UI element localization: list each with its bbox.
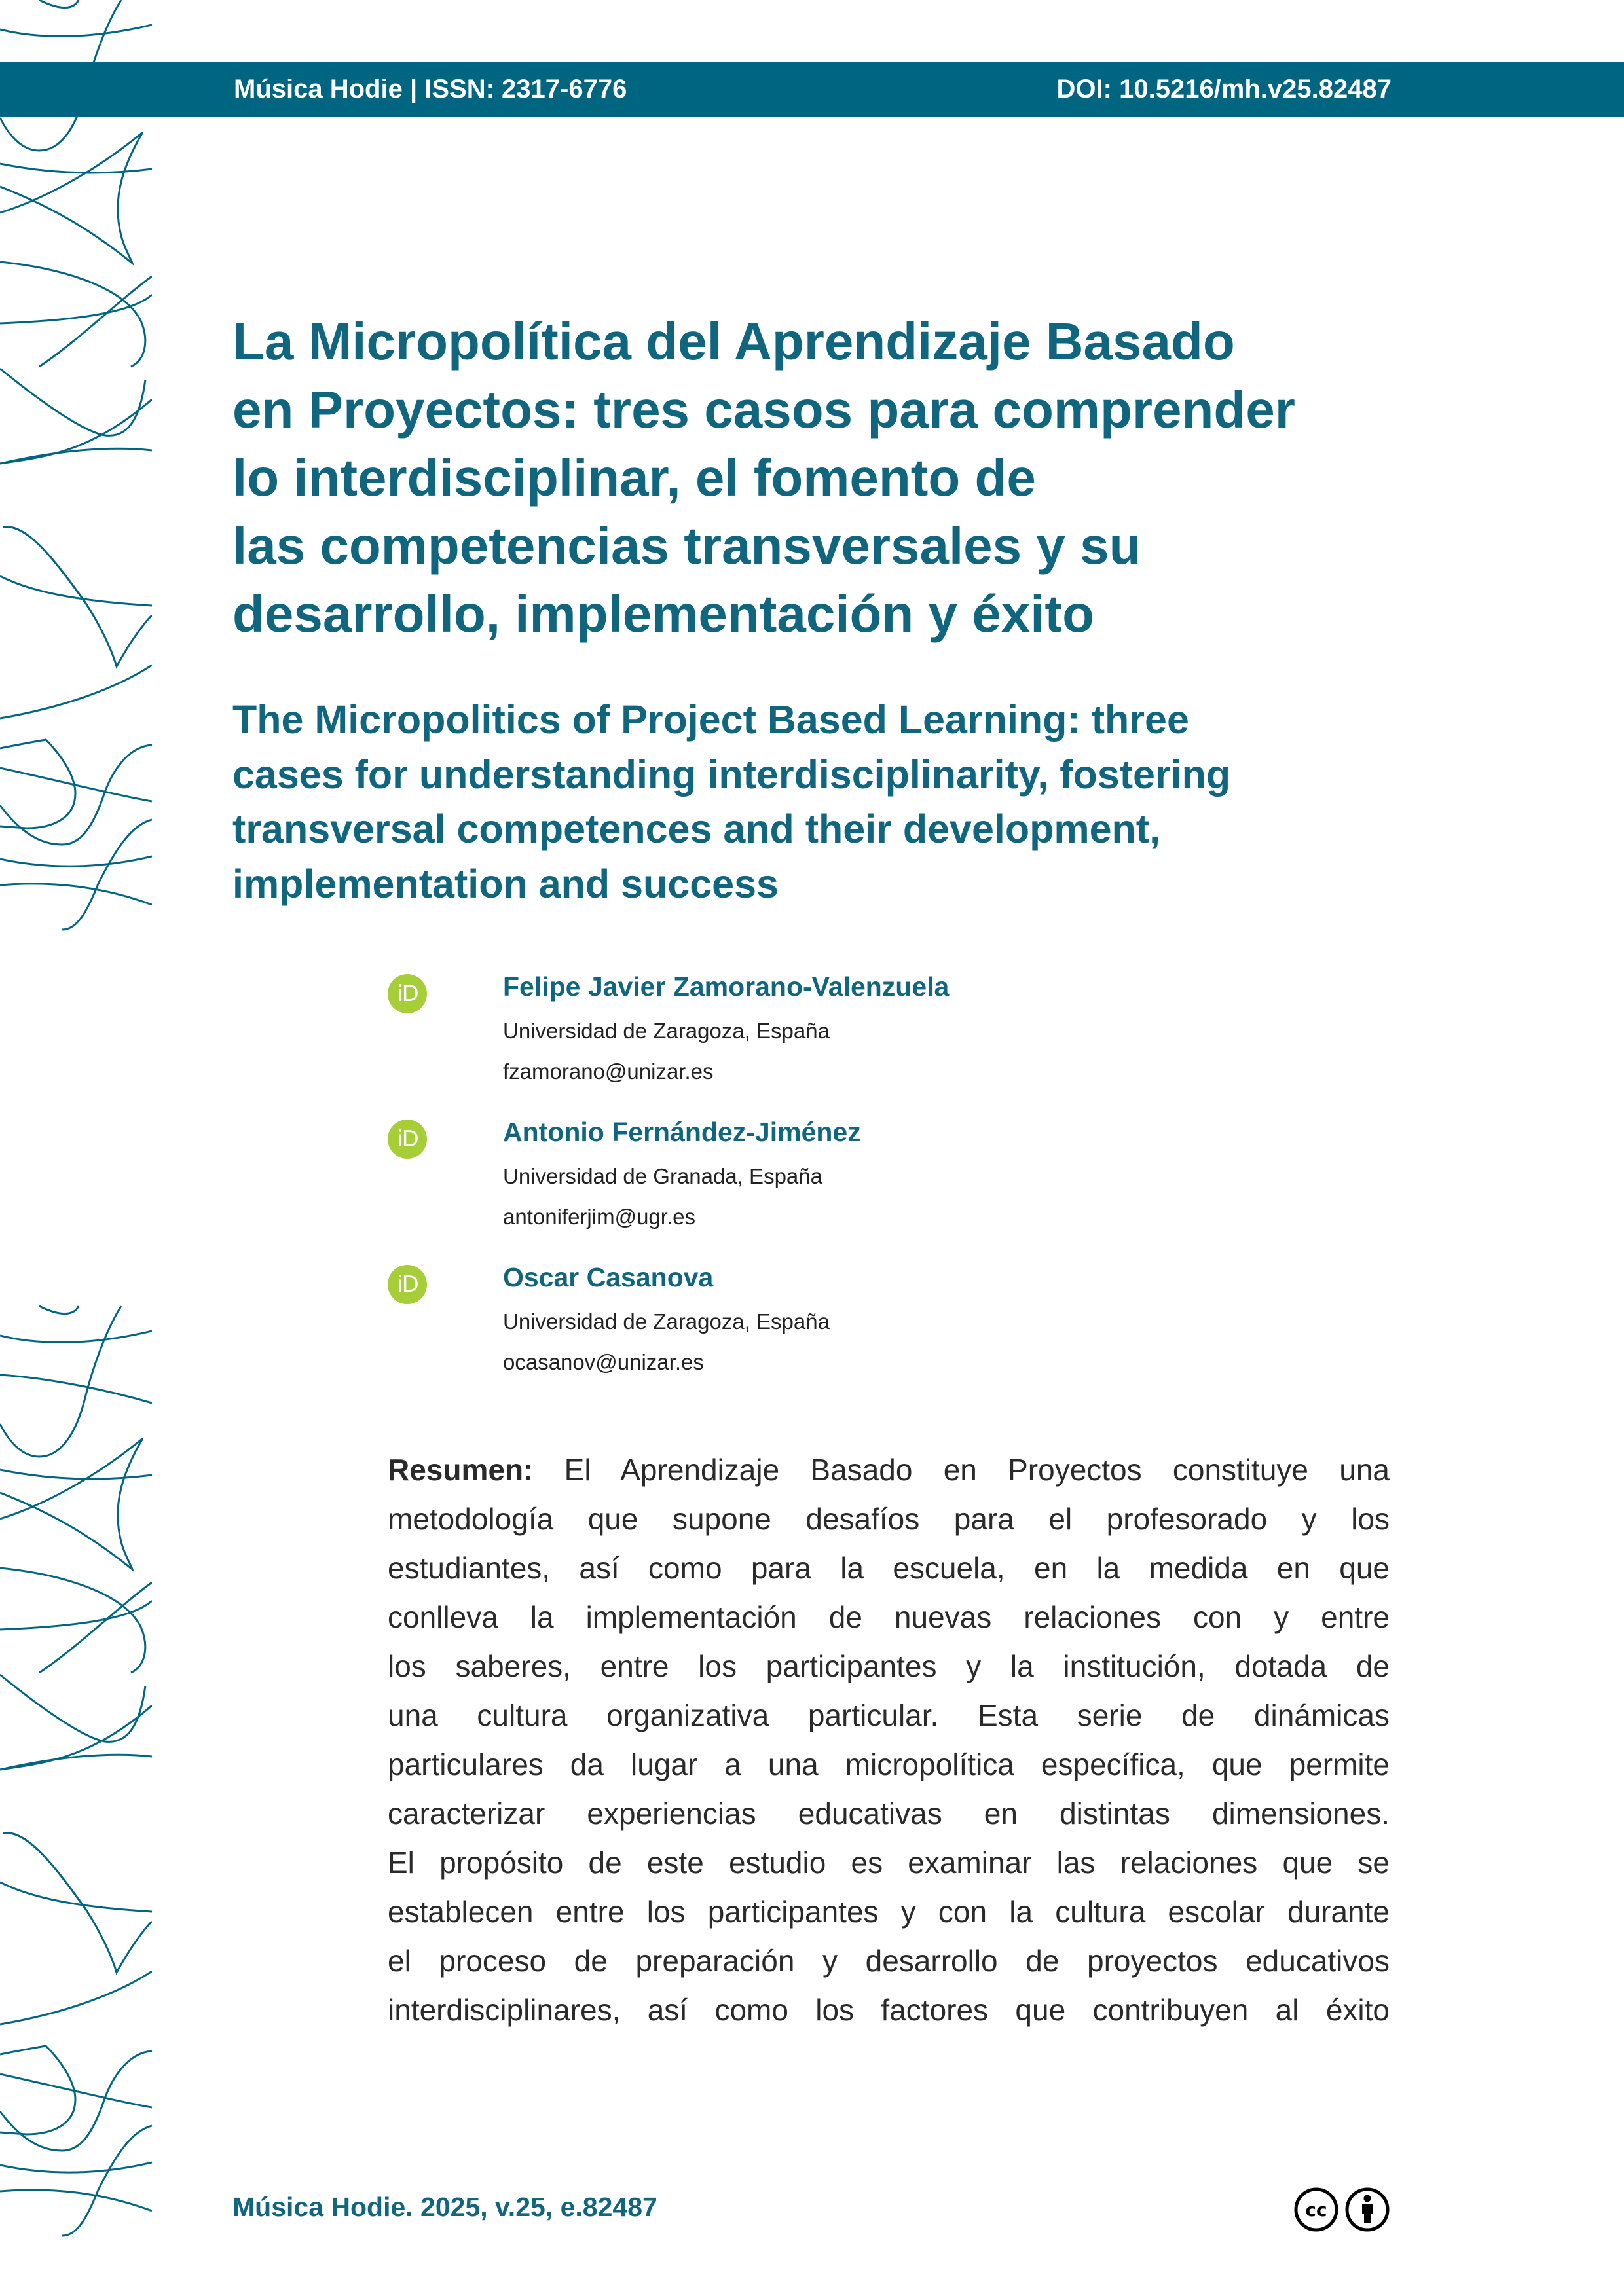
abstract-label: Resumen:: [388, 1453, 534, 1487]
abstract-line: el proceso de preparación y desarrollo de proyectos educativos: [388, 1944, 1390, 1978]
journal-issn: Música Hodie | ISSN: 2317-6776: [234, 75, 627, 103]
abstract-line: una cultura organizativa particular. Esta serie de dinámicas: [388, 1698, 1390, 1732]
abstract-line: metodología que supone desafíos para el profesorado y los: [388, 1502, 1390, 1536]
subtitle-line: The Micropolitics of Project Based Learning: three: [232, 697, 1189, 742]
subtitle-line: transversal competences and their development,: [232, 807, 1161, 851]
authors-list: [388, 968, 1304, 1404]
doi-link[interactable]: DOI: 10.5216/mh.v25.82487: [1056, 75, 1392, 103]
abstract-line: establecen entre los participantes y con la cultura escolar durante: [388, 1895, 1390, 1929]
by-attribution-icon: [1344, 2187, 1390, 2232]
author-name: Antonio Fernández-Jiménez: [503, 1117, 861, 1147]
abstract-line: conlleva la implementación de nuevas relaciones con y entre: [388, 1600, 1390, 1634]
license-icons[interactable]: [1293, 2187, 1390, 2234]
subtitle-line: cases for understanding interdisciplinarity, fostering: [232, 752, 1231, 797]
orcid-icon[interactable]: iD: [388, 1120, 427, 1159]
abstract-line: interdisciplinares, así como los factores que contribuyen al éxito: [388, 1993, 1390, 2027]
author-entry: [388, 1113, 1304, 1258]
author-affiliation: Universidad de Zaragoza, España: [503, 1019, 830, 1043]
abstract-line: El propósito de este estudio es examinar las relaciones que se: [388, 1846, 1390, 1880]
article-title-english: [232, 693, 1411, 911]
cc-icon: [1293, 2187, 1339, 2232]
title-line: lo interdisciplinar, el fomento de: [232, 448, 1036, 507]
abstract-text: El Aprendizaje Basado en Proyectos constituye una: [564, 1453, 1390, 1487]
author-name: Oscar Casanova: [503, 1262, 714, 1292]
title-line: en Proyectos: tres casos para comprender: [232, 380, 1295, 439]
author-email[interactable]: antoniferjim@ugr.es: [503, 1205, 695, 1229]
title-line: La Micropolítica del Aprendizaje Basado: [232, 312, 1235, 371]
author-affiliation: Universidad de Zaragoza, España: [503, 1309, 830, 1334]
author-email[interactable]: ocasanov@unizar.es: [503, 1350, 704, 1374]
author-name: Felipe Javier Zamorano-Valenzuela: [503, 972, 950, 1002]
footer-citation: Música Hodie. 2025, v.25, e.82487: [232, 2192, 657, 2222]
decorative-curves-border: [0, 0, 152, 2296]
author-affiliation: Universidad de Granada, España: [503, 1164, 822, 1188]
title-line: desarrollo, implementación y éxito: [232, 585, 1094, 643]
abstract-line: caracterizar experiencias educativas en distintas dimensiones.: [388, 1796, 1390, 1831]
orcid-icon[interactable]: iD: [388, 1265, 427, 1304]
svg-text:cc: cc: [1305, 2199, 1327, 2221]
journal-header-band: [0, 62, 1624, 117]
subtitle-line: implementation and success: [232, 861, 779, 906]
author-entry: [388, 968, 1304, 1113]
article-title-spanish: [232, 308, 1411, 648]
abstract-line: particulares da lugar a una micropolítica específica, que permite: [388, 1747, 1390, 1781]
abstract-paragraph: [388, 1446, 1390, 2035]
abstract-line: estudiantes, así como para la escuela, en la medida en que: [388, 1551, 1390, 1585]
abstract-line: los saberes, entre los participantes y la institución, dotada de: [388, 1649, 1390, 1683]
author-email[interactable]: fzamorano@unizar.es: [503, 1059, 714, 1084]
curves-pattern-icon: [0, 0, 152, 2296]
abstract-line: [388, 1446, 1390, 1495]
author-entry: [388, 1258, 1304, 1404]
orcid-icon[interactable]: iD: [388, 974, 427, 1013]
title-line: las competencias transversales y su: [232, 517, 1141, 575]
